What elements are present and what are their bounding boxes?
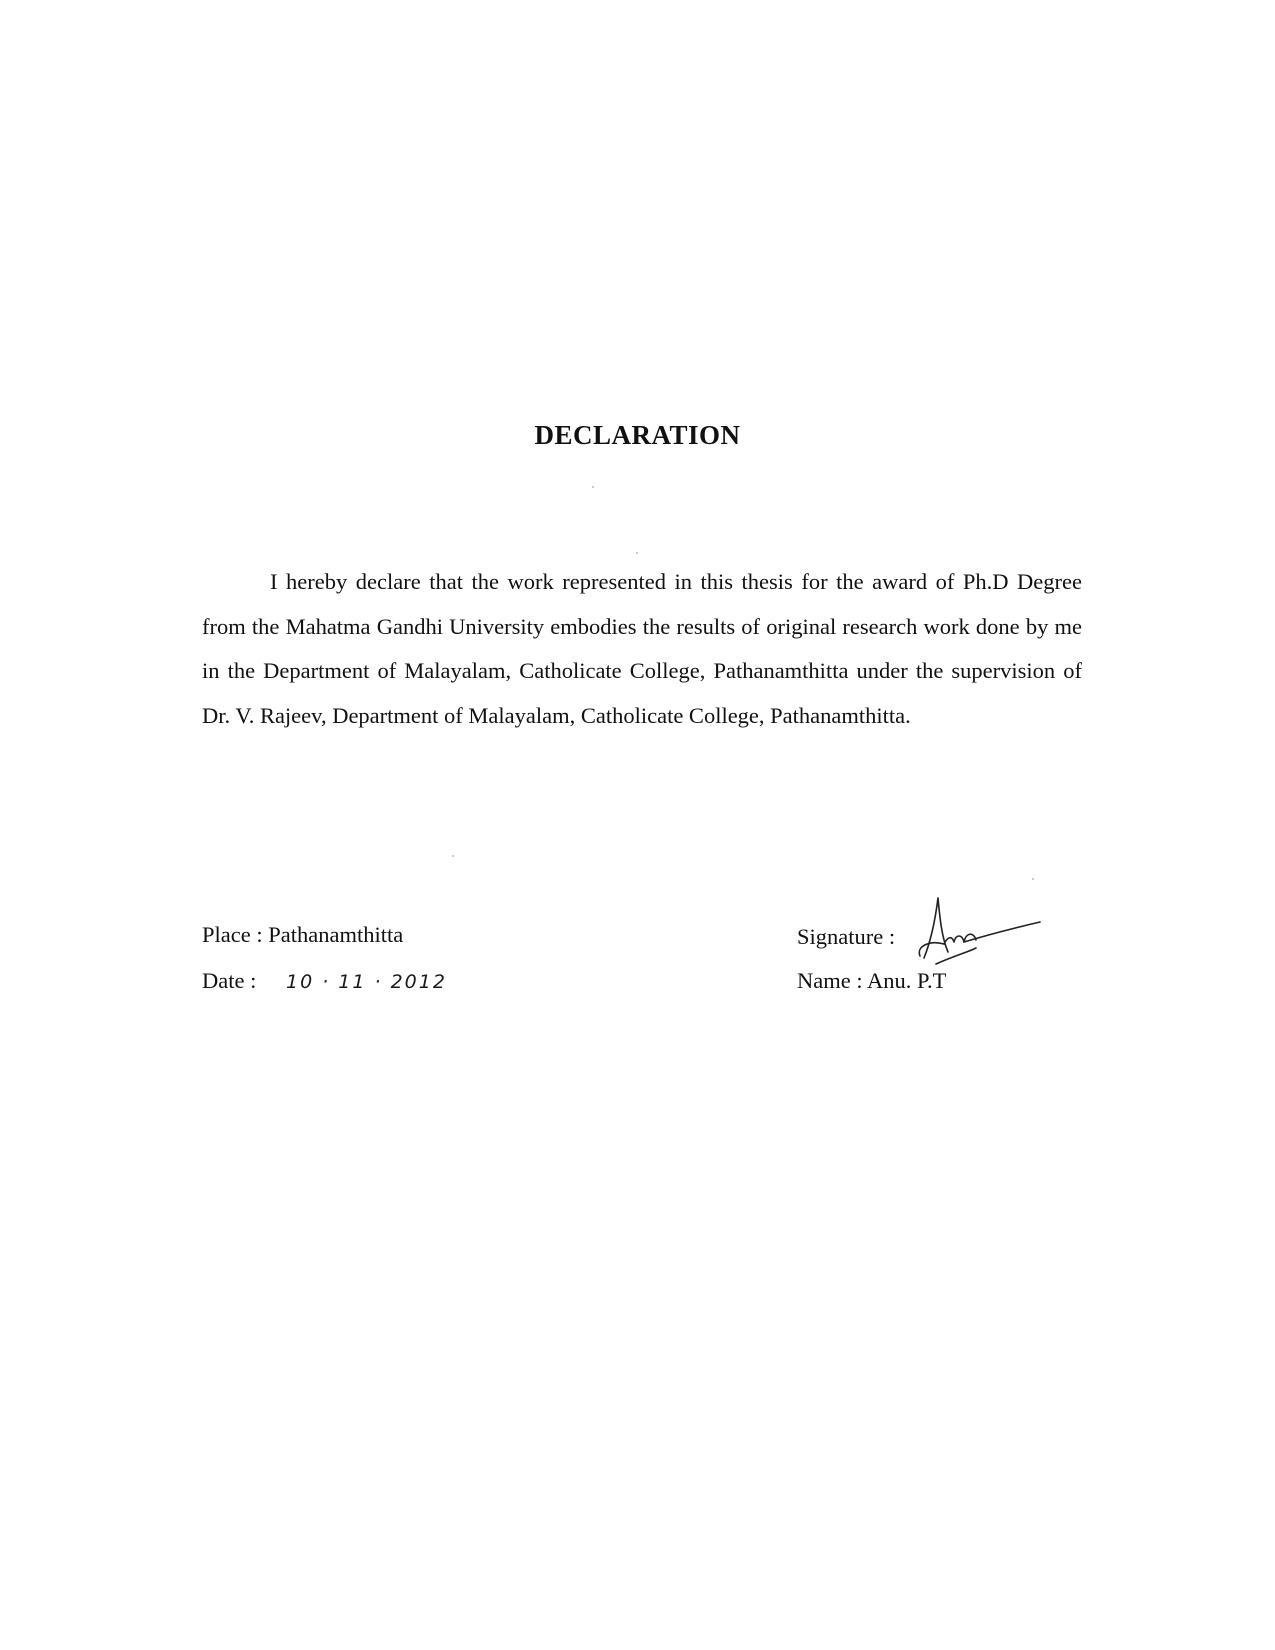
scan-speck	[1032, 878, 1034, 880]
date-line	[202, 968, 447, 994]
scan-speck	[452, 855, 454, 857]
signature-label: Signature :	[797, 924, 896, 949]
declaration-title: DECLARATION	[534, 420, 741, 450]
handwritten-date: 10 · 11 · 2012	[285, 971, 447, 993]
place-line: Place : Pathanamthitta	[202, 922, 404, 947]
name-line: Name : Anu. P.T	[797, 968, 947, 993]
scan-speck	[592, 486, 594, 488]
date-label: Date :	[202, 968, 257, 993]
scan-speck	[636, 552, 638, 554]
signature-line	[797, 924, 895, 950]
declaration-body: I hereby declare that the work represented in this thesis for the award of Ph.D Degree from the Mahatma Gandhi University embodies the results of original research work done by me in the Department of Malayalam, Catholicate College, Pathanamthitta under the supervision of Dr. V. Rajeev, Department of Malayalam, Catholicate College, Pathanamthitta.	[202, 569, 1082, 728]
handwritten-signature	[914, 890, 1044, 970]
